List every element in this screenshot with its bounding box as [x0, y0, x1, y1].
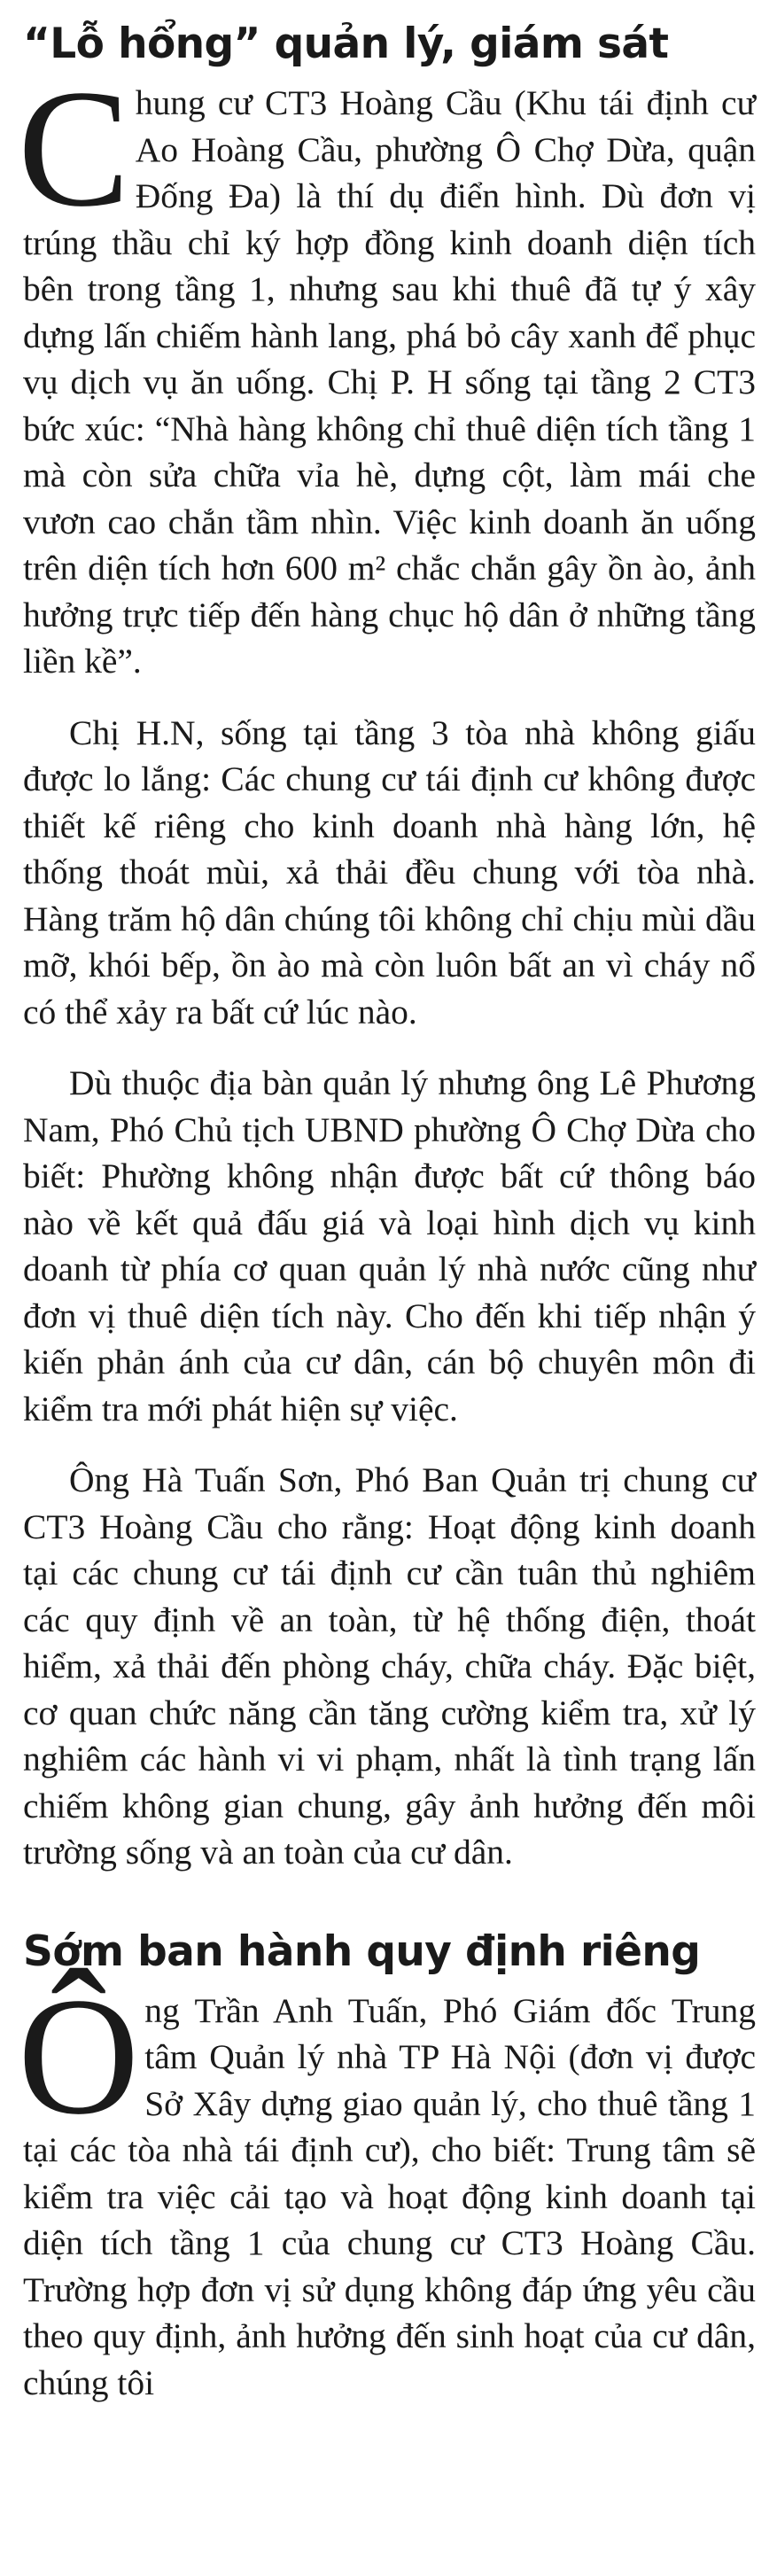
- paragraph-management-board: Ông Hà Tuấn Sơn, Phó Ban Quản trị chung cư CT3 Hoàng Cầu cho rằng: Hoạt động kinh doanh tại các chung cư tái định cư cần tuân thủ nghiêm các quy định về an toàn, từ hệ thống điện, thoát hiểm, xả thải đến phòng cháy, chữa cháy. Đặc biệt, cơ quan chức năng cần tăng cường kiểm tra, xử lý nghiêm các hành vi vi phạm, nhất là tình trạng lấn chiếm không gian chung, gây ảnh hưởng đến môi trường sống và an toàn của cư dân.: [23, 1460, 756, 1872]
- section-heading-regulations: Sớm ban hành quy định riêng: [23, 1926, 701, 1976]
- paragraph-ward-official: Dù thuộc địa bàn quản lý nhưng ông Lê Phương Nam, Phó Chủ tịch UBND phường Ô Chợ Dừa cho biết: Phường không nhận được bất cứ thông báo nào về kết quả đấu giá và loại hình dịch vụ kinh doanh từ phía cơ quan quản lý nhà nước cũng như đơn vị thuê diện tích này. Cho đến khi tiếp nhận ý kiến phản ánh của cư dân, cán bộ chuyên môn đi kiểm tra mới phát hiện sự việc.: [23, 1063, 756, 1428]
- paragraph-text: ng Trần Anh Tuấn, Phó Giám đốc Trung tâm Quản lý nhà TP Hà Nội (đơn vị được Sở Xây dựng giao quản lý, cho thuê tầng 1 tại các tòa nhà tái định cư), cho biết: Trung tâm sẽ kiểm tra việc cải tạo và hoạt động kinh doanh tại diện tích tầng 1 của chung cư CT3 Hoàng Cầu. Trường hợp đơn vị sử dụng không đáp ứng yêu cầu theo quy định, ảnh hưởng đến sinh hoạt của cư dân, chúng tôi: [23, 1990, 756, 2402]
- paragraph-ct3-example: [18, 56, 756, 685]
- drop-cap-letter: C: [18, 56, 130, 242]
- drop-cap-letter: Ô: [18, 1963, 140, 2150]
- paragraph-resident-hn: Chị H.N, sống tại tầng 3 tòa nhà không giấu được lo lắng: Các chung cư tái định cư không được thiết kế riêng cho kinh doanh nhà hàng lớn, hệ thống thoát mùi, xả thải đều chung với tòa nhà. Hàng trăm hộ dân chúng tôi không chỉ chịu mùi dầu mỡ, khói bếp, ồn ào mà còn luôn bất an vì cháy nổ có thể xảy ra bất cứ lúc nào.: [23, 712, 756, 1031]
- section-heading-management-gap: “Lỗ hổng” quản lý, giám sát: [23, 19, 669, 68]
- paragraph-text: hung cư CT3 Hoàng Cầu (Khu tái định cư Ao Hoàng Cầu, phường Ô Chợ Dừa, quận Đống Đa) là thí dụ điển hình. Dù đơn vị trúng thầu chỉ ký hợp đồng kinh doanh diện tích bên trong tầng 1, nhưng sau khi thuê đã tự ý xây dựng lấn chiếm hành lang, phá bỏ cây xanh để phục vụ dịch vụ ăn uống. Chị P. H sống tại tầng 2 CT3 bức xúc: “Nhà hàng không chỉ thuê diện tích tầng 1 mà còn sửa chữa vỉa hè, dựng cột, làm mái che vươn cao chắn tầm nhìn. Việc kinh doanh ăn uống trên diện tích hơn 600 m² chắc chắn gây ồn ào, ảnh hưởng trực tiếp đến hàng chục hộ dân ở những tầng liền kề”.: [23, 83, 756, 681]
- paragraph-housing-center: [18, 1963, 756, 2407]
